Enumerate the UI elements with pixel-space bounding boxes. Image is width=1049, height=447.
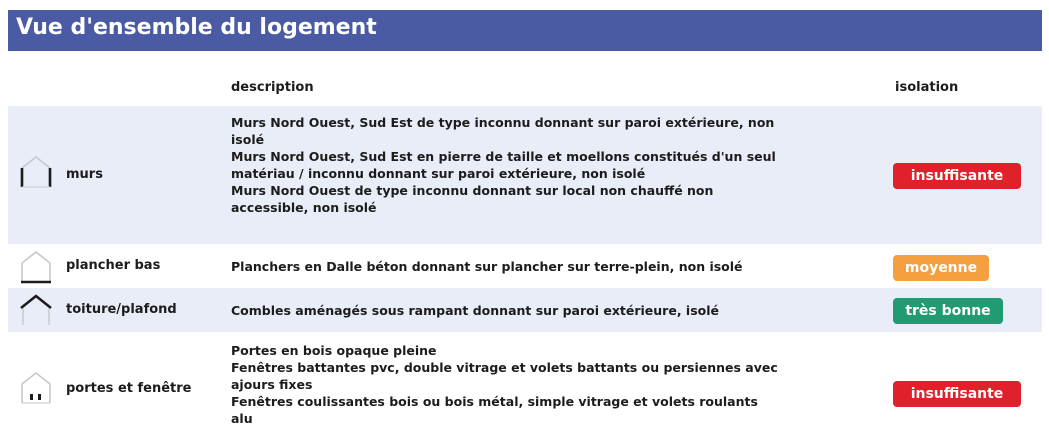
description-line: Murs Nord Ouest de type inconnu donnant sur local non chauffé non <box>231 183 714 198</box>
house-floor-icon <box>18 248 54 284</box>
row-description <box>231 342 821 427</box>
table-row-toiture-plafond <box>8 288 1042 332</box>
isolation-badge: insuffisante <box>893 381 1021 407</box>
description-line: ajours fixes <box>231 377 313 392</box>
description-line: isolé <box>231 132 265 147</box>
page-title: Vue d'ensemble du logement <box>16 15 377 40</box>
row-label: plancher bas <box>66 258 161 273</box>
description-line: Murs Nord Ouest, Sud Est en pierre de taille et moellons constitués d'un seul <box>231 149 776 164</box>
description-line: Fenêtres coulissantes bois ou bois métal, simple vitrage et volets roulants <box>231 394 758 409</box>
column-header-description: description <box>231 80 314 95</box>
table-row-plancher-bas <box>8 246 1042 286</box>
description-line: accessible, non isolé <box>231 200 377 215</box>
row-label: murs <box>66 167 103 182</box>
description-line: Murs Nord Ouest, Sud Est de type inconnu donnant sur paroi extérieure, non <box>231 115 775 130</box>
description-line: Combles aménagés sous rampant donnant sur paroi extérieure, isolé <box>231 303 719 318</box>
isolation-badge: insuffisante <box>893 163 1021 189</box>
description-line: alu <box>231 411 253 426</box>
description-line: Fenêtres battantes pvc, double vitrage et volets battants ou persiennes avec <box>231 360 778 375</box>
row-label: portes et fenêtre <box>66 381 192 396</box>
table-row-murs <box>8 106 1042 244</box>
house-walls-icon <box>18 153 54 189</box>
description-line: matériau / inconnu donnant sur paroi extérieure, non isolé <box>231 166 646 181</box>
description-line: Planchers en Dalle béton donnant sur plancher sur terre-plein, non isolé <box>231 259 743 274</box>
house-doors-windows-icon <box>18 369 54 405</box>
row-description <box>231 302 821 319</box>
row-description <box>231 258 821 275</box>
isolation-badge: très bonne <box>893 298 1003 324</box>
row-description <box>231 114 821 216</box>
description-line: Portes en bois opaque pleine <box>231 343 437 358</box>
isolation-badge: moyenne <box>893 255 989 281</box>
house-roof-icon <box>18 292 54 328</box>
title-banner <box>8 10 1042 51</box>
table-row-portes-et-fenetre <box>8 334 1042 443</box>
column-header-isolation: isolation <box>895 80 959 95</box>
row-label: toiture/plafond <box>66 302 177 317</box>
